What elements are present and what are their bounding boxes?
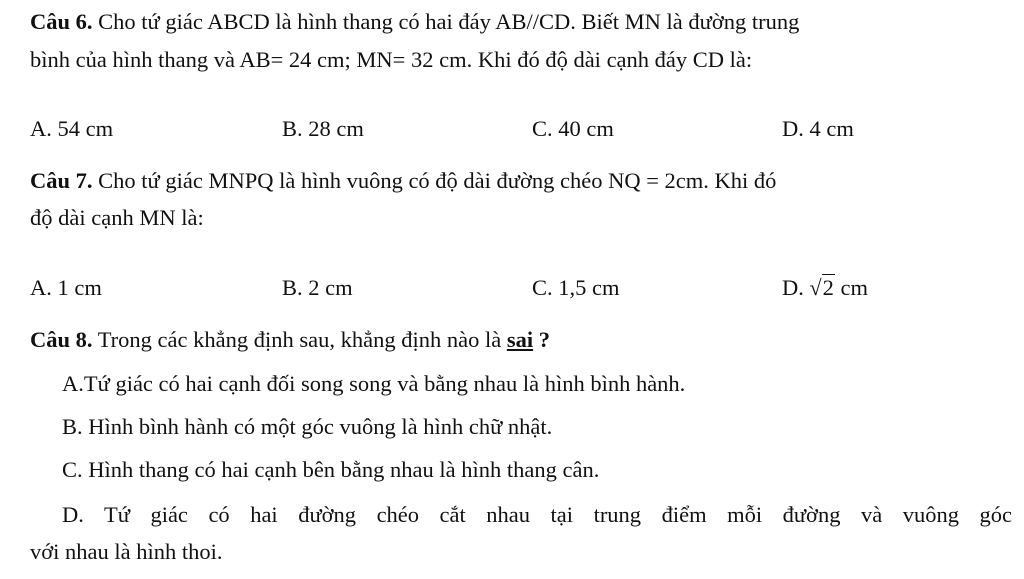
q7-option-d-prefix: D. [782,275,804,300]
q8-option-d-line1: D. Tứ giác có hai đường chéo cắt nhau tại trung điểm mỗi đường và vuông góc [62,502,1012,527]
q6-stem-line1 [30,11,799,34]
q7-option-a: A. 1 cm [30,275,102,300]
q8-stem [30,329,550,352]
q8-stem-emph: sai [506,327,534,352]
sqrt-symbol: √2 [809,275,834,300]
q7-stem-line2: độ dài cạnh MN là: [30,205,204,230]
q8-label: Câu 8. [30,327,93,352]
q6-stem-text1: Cho tứ giác ABCD là hình thang có hai đáy AB//CD. Biết MN là đường trung [92,9,800,34]
q7-option-d-unit: cm [840,275,868,300]
q6-option-d: D. 4 cm [782,116,854,141]
q6-option-a: A. 54 cm [30,116,114,141]
q6-label: Câu 6. [30,9,93,34]
q7-label: Câu 7. [30,168,93,193]
q6-option-c: C. 40 cm [532,116,614,141]
q7-stem-line1 [30,170,776,193]
q7-option-d-radicand: 2 [822,275,834,300]
q8-option-c: C. Hình thang có hai cạnh bên bằng nhau là hình thang cân. [62,457,600,482]
q8-option-d-line2: với nhau là hình thoi. [30,539,223,564]
q7-option-d [782,277,868,300]
q6-option-b: B. 28 cm [282,116,364,141]
q7-option-c: C. 1,5 cm [532,275,620,300]
q8-stem-before: Trong các khẳng định sau, khẳng định nào là [92,327,507,352]
q7-option-b: B. 2 cm [282,275,353,300]
q8-option-a: A.Tứ giác có hai cạnh đối song song và bằng nhau là hình bình hành. [62,371,686,396]
q6-stem-line2: bình của hình thang và AB= 24 cm; MN= 32 cm. Khi đó độ dài cạnh đáy CD là: [30,47,753,72]
q8-stem-after: ? [533,327,550,352]
q7-stem-text1: Cho tứ giác MNPQ là hình vuông có độ dài đường chéo NQ = 2cm. Khi đó [92,168,777,193]
q8-option-b: B. Hình bình hành có một góc vuông là hình chữ nhật. [62,414,553,439]
